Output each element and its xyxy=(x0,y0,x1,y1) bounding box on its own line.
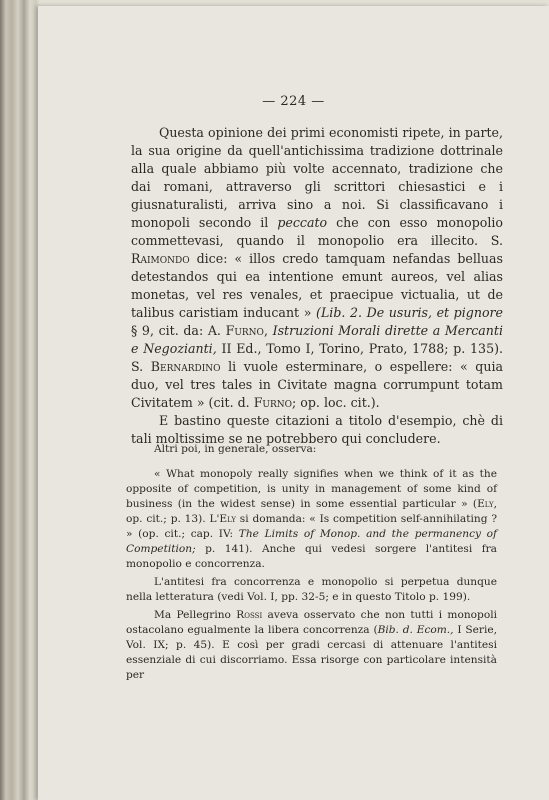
note-2: « What monopoly really signifies when we think of it as the opposite of competition, is unity in management of some kind of business (in the widest sense) in some essential particular » (Ely, op. cit.; p. 13). L'Ely si domanda: « Is competition self-annihilating ? » (op. cit.; cap. IV: The Limits of Monop. and the permanency of Competition; p. 141). Anche qui vedesi sorgere l'antitesi fra monopolio e concorrenza. xyxy=(126,468,497,570)
notes-block xyxy=(126,442,497,683)
note-1: Altri poi, in generale, osserva: xyxy=(154,443,317,455)
note-4: Ma Pellegrino Rossi aveva osservato che non tutti i monopoli ostacolano egualmente la libera concorrenza (Bib. d. Ecom., I Serie, Vol. IX; p. 45). E così per gradi cercasi di attenuare l'antitesi essenziale di cui discorriamo. Essa risorge con particolare intensità per xyxy=(126,609,497,681)
page-number: — 224 — xyxy=(262,94,325,109)
main-text xyxy=(131,124,503,448)
note-3: L'antitesi fra concorrenza e monopolio si perpetua dunque nella letteratura (vedi Vol. I, pp. 32-5; e in questo Titolo p. 199). xyxy=(126,576,497,603)
paragraph-1: Questa opinione dei primi economisti ripete, in parte, la sua origine da quell'antichissima tradizione dottrinale alla quale abbiamo più volte accennato, tradizione che dai romani, attraverso gli scrittori chiesastici e i giusnaturalisti, arriva sino a noi. Si classificavano i monopoli secondo il peccato che con esso monopolio commettevasi, quando il monopolio era illecito. S. Raimondo dice: « illos credo tamquam nefandas belluas detestandos qui ea intentione emunt aureos, vel alias monetas, vel res venales, et praecipue victualia, ut de talibus caristiam inducant » (Lib. 2. De usuris, et pignore § 9, cit. da: A. Furno, Istruzioni Morali dirette a Mercanti e Negozianti, II Ed., Tomo I, Torino, Prato, 1788; p. 135). S. Bernardino li vuole esterminare, o espellere: « quia duo, vel tres tales in Civitate magna corrumpunt totam Civitatem » (cit. d. Furno; op. loc. cit.). xyxy=(131,125,503,410)
book-page xyxy=(38,6,549,800)
paragraph-2: E bastino queste citazioni a titolo d'esempio, chè di tali moltissime se ne potrebbero qui concludere. xyxy=(131,413,503,446)
